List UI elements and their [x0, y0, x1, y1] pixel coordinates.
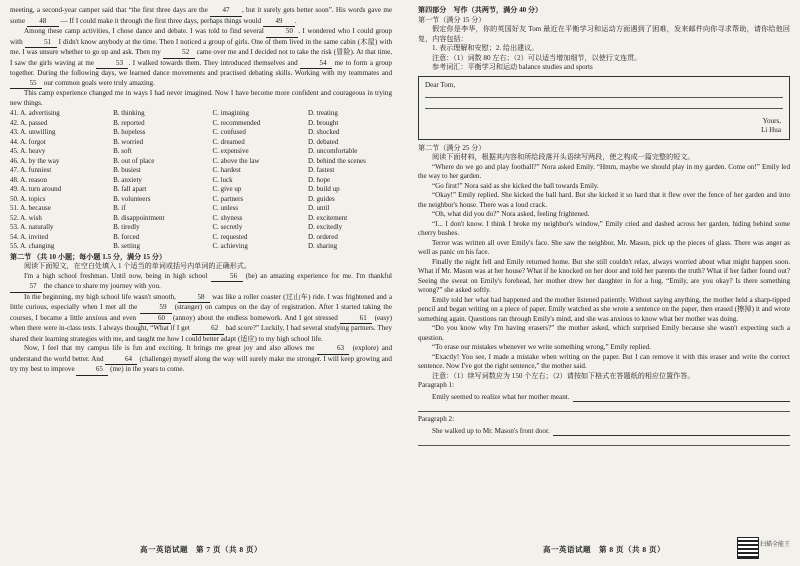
blank-62: 62: [192, 324, 224, 335]
page-footer-left: 高一英语试题 第 7 页（共 8 页）: [140, 544, 262, 554]
option-cell: C. unless: [212, 204, 239, 212]
para1-answer-line: [418, 393, 790, 403]
option-row: [10, 233, 392, 243]
option-row: [10, 242, 392, 252]
option-cell: D. debated: [307, 137, 339, 146]
blank-53: 53: [96, 59, 128, 70]
option-cell: 52. A. wish: [10, 213, 42, 222]
option-cell: C. hardest: [212, 166, 241, 174]
option-row: [10, 214, 392, 224]
option-cell: 51. A. because: [10, 204, 51, 212]
option-cell: D. fastest: [307, 166, 335, 174]
option-cell: C. expensive: [212, 147, 249, 155]
option-cell: B. if: [113, 204, 126, 212]
option-cell: C. achieving: [212, 242, 248, 250]
option-cell: C. dreamed: [212, 137, 245, 146]
option-row: [10, 157, 392, 167]
option-row: [10, 138, 392, 148]
blank-50: 50: [266, 27, 298, 38]
scanner-watermark: 扫描全能王: [760, 541, 791, 548]
letter-box: [418, 76, 790, 140]
story-paragraph: “To erase our mistakes whenever we write something wrong,” Emily replied.: [432, 343, 651, 351]
option-cell: 41. A. advertising: [10, 109, 60, 117]
story-paragraph: Finally the night fell and Emily returned home. But she still couldn't relax, always worried about what might happen soon. What if Mr. Mason was at her house? What if he knocked on her door and told her parents the truth? What if her father found out? Seeing the sweat on Emily's forehead, her mother drew her daughter in for a hug. “Emily, are you okay? Is there something wrong?” she asked softly.: [418, 257, 790, 294]
story-paragraph: “Go first!” Nora said as she kicked the ball towards Emily.: [432, 181, 599, 190]
option-cell: D. treating: [307, 109, 338, 117]
blank-55: 55: [10, 79, 42, 90]
sec1-heading: 第一节（满分 15 分）: [418, 15, 486, 24]
option-cell: C. shyness: [212, 213, 243, 222]
option-cell: B. busiest: [113, 166, 141, 174]
sec1-points: 1. 表示理解和安慰；2. 给出建议。: [432, 44, 539, 52]
blank-47: 47: [210, 6, 242, 17]
option-cell: B. fall apart: [113, 185, 147, 193]
passage-para-1: meeting, a second-year camper said that “the first three days are the 47 , but it surely gets better soon”. His words gave me some 48 — If I could make it through the first three days, perhaps things would 49 .: [10, 6, 392, 27]
blank-57: 57: [10, 282, 42, 293]
option-row: [10, 166, 392, 176]
paragraph-2-block: [418, 415, 790, 446]
para2-answer-line: [418, 427, 790, 437]
option-row: [10, 185, 392, 195]
section2-heading: 第二节 （共 10 小题；每小题 1.5 分，满分 15 分）: [10, 252, 167, 261]
letter-closing: [761, 117, 781, 136]
para1-label: Paragraph 1:: [418, 381, 455, 389]
option-row: [10, 176, 392, 186]
sec1-ref: 参考词汇：平衡学习和运动 balance studies and sports: [432, 63, 593, 71]
option-cell: B. volunteers: [113, 194, 151, 203]
option-cell: 42. A. passed: [10, 118, 48, 127]
qr-code-icon: [737, 537, 759, 559]
option-cell: 46. A. by the way: [10, 156, 60, 165]
sec2-note: 注意：（1）续写词数应为 150 个左右；（2）请按如下格式在答题纸的相应位置作答。: [432, 371, 695, 380]
para1-start: Emily seemed to realize what her mother meant.: [432, 392, 570, 401]
option-row: [10, 195, 392, 205]
blank-60: 60: [139, 314, 171, 325]
option-row: [10, 223, 392, 233]
option-row: [10, 204, 392, 214]
blank-52: 52: [163, 48, 195, 59]
option-cell: 43. A. unwilling: [10, 128, 56, 136]
option-row: [10, 109, 392, 119]
option-cell: C. recommended: [212, 118, 261, 127]
blank-48: 48: [27, 17, 59, 28]
story-paragraph: “Where do we go and play football?” Nora asked Emily. “Hmm, maybe we should play in my garden. Come on!” Emily led the way to her garden.: [418, 162, 790, 180]
option-cell: 50. A. topics: [10, 194, 46, 203]
paragraph-1-block: [418, 381, 790, 412]
option-cell: D. behind the scenes: [307, 156, 366, 165]
option-cell: D. excitedly: [307, 223, 343, 231]
blank-59: 59: [140, 303, 172, 314]
passage-para-2: Among these camp activities, I chose dance and debate. I was told to find several 50 . I wondered who I could group with 51 I didn't know anybody at the time. Then I noticed a group of girls. One of them lived in the same cabin (木屋) with me. I was unsure whether to go up and ask. Then my 52 came over me and I decided not to take the risk (冒险). At that time, I saw the girls waving at me 53 . I walked towards them. They introduced themselves and 54 me to form a group together. During the following days, we learned dance movements and practised debating skills. Working with my teammates and 55 our common goals were truly amazing.: [10, 27, 392, 89]
option-cell: B. anxiety: [113, 175, 142, 184]
letter-line: [425, 97, 783, 98]
option-cell: 49. A. turn around: [10, 185, 62, 193]
option-cell: D. sharing: [307, 242, 338, 250]
option-cell: D. until: [307, 204, 330, 212]
blank-51: 51: [25, 38, 57, 49]
option-cell: C. above the law: [212, 156, 260, 165]
story-paragraph: “Okay!” Emily replied. She kicked the ball hard. But she kicked it so hard that it flew over the fence of her garden and into the neighbor's house. There was a loud crack.: [418, 191, 790, 209]
story-paragraph: “Do you know why I'm having erasers?” the mother asked, which surprised Emily because she wasn't expecting such a question.: [418, 324, 790, 342]
option-cell: C. imagining: [212, 109, 249, 117]
option-cell: D. shocked: [307, 128, 340, 136]
option-cell: C. give up: [212, 185, 242, 193]
grammar-paragraph: Now, I feel that my campus life is fun and exciting. It brings me great joy and also allows me 63 (explore) and understand the world better. And 64 (challenge) myself along the way will surely make me stronger. I will keep growing and try my best to improve 65 (me) in the years to come.: [10, 344, 392, 376]
option-cell: C. confused: [212, 128, 246, 136]
story-paragraph: “Exactly! You see, I made a mistake when writing on the paper. But I can remove it with this eraser and write the correct sentence. Now I've got the right sentence,” the mother said.: [418, 352, 790, 370]
blank-65: 65: [76, 365, 108, 376]
option-cell: D. ordered: [307, 232, 338, 241]
blank-54: 54: [300, 59, 332, 70]
option-cell: D. guides: [307, 194, 335, 203]
sec2-heading: 第二节（满分 25 分）: [418, 143, 486, 152]
writing-line: [418, 402, 790, 412]
section2-instructions: 阅读下面短文，在空白处填入 1 个适当的单词或括号内单词的正确形式。: [24, 262, 251, 270]
option-cell: B. worried: [113, 137, 144, 146]
option-cell: 53. A. naturally: [10, 223, 54, 231]
para2-start: She walked up to Mr. Mason's front door.: [432, 426, 550, 435]
option-cell: D. brought: [307, 118, 339, 127]
writing-line: [418, 436, 790, 446]
option-cell: B. hopeless: [113, 128, 146, 136]
grammar-paragraph: I'm a high school freshman. Until now, being in high school 56 (be) an amazing experience for me. I'm thankful 57 the chance to share my journey with you.: [10, 272, 392, 293]
grammar-passage: [10, 272, 392, 376]
option-cell: D. hope: [307, 175, 331, 184]
option-cell: B. thinking: [113, 109, 145, 117]
story-passage: [418, 163, 790, 372]
option-cell: 45. A. heavy: [10, 147, 46, 155]
option-cell: B. soft: [113, 147, 132, 155]
sec2-task: 阅读下面材料，根据其内容和所给段落开头语续写两段，使之构成一篇完整的短文。: [432, 153, 695, 161]
option-cell: B. out of place: [113, 156, 155, 165]
option-cell: B. setting: [113, 242, 140, 250]
option-cell: B. tiredly: [113, 223, 140, 231]
option-cell: C. secretly: [212, 223, 243, 231]
blank-49: 49: [263, 17, 295, 28]
letter-line: [425, 108, 783, 109]
part4-heading: 第四部分 写作（共两节，满分 40 分）: [418, 6, 543, 14]
option-cell: D. uncomfortable: [307, 147, 358, 155]
sec1-task: 假定你是李华，你的英国好友 Tom 最近在平衡学习和运动方面遇到了困难，发来邮件向你寻求帮助，请你给他回复，内容包括：: [418, 25, 790, 43]
blank-58: 58: [178, 293, 210, 304]
option-row: [10, 119, 392, 129]
blank-63: 63: [317, 344, 349, 355]
option-cell: 47. A. funniest: [10, 166, 52, 174]
option-row: [10, 128, 392, 138]
page-8: [418, 6, 790, 554]
blank-64: 64: [105, 355, 137, 366]
option-cell: B. forced: [113, 232, 140, 241]
option-row: [10, 147, 392, 157]
story-paragraph: “I... I don't know. I think I broke my neighbor's window,” Emily cried and dashed across her garden, hiding behind some cherry bushes.: [418, 219, 790, 237]
sec1-note: 注意：（1）词数 80 左右；（2）可以适当增加细节，以使行文连贯。: [432, 53, 642, 62]
option-cell: D. build up: [307, 185, 340, 193]
blank-56: 56: [211, 272, 243, 283]
option-cell: B. reported: [113, 118, 145, 127]
option-cell: C. luck: [212, 175, 233, 184]
grammar-paragraph: In the beginning, my high school life wasn't smooth, 58 was like a roller coaster (过山车) ride. I was frightened and a little curious, especially when I met all the 59 (stranger) on campus on the day of registration. After I started taking the courses, I became a little anxious and even 60 (annoy) about the endless homework. And I got stressed 61 (easy) when there were in-class tests. I always thought, “What if I get 62 bad score?” Luckily, I had several studying partners. They shared their learning strategies with me, and taught me how I could better adapt (适应) to my high school life.: [10, 292, 392, 343]
story-paragraph: Terror was written all over Emily's face. She saw the neighbor, Mr. Mason, pick up the pieces of glass. There was anger as well as panic on his face.: [418, 238, 790, 256]
letter-signature: Li Hua: [761, 126, 781, 134]
blank-61: 61: [340, 314, 372, 325]
page-footer-right: 高一英语试题 第 8 页（共 8 页）: [543, 544, 665, 554]
letter-yours: Yours,: [762, 116, 781, 125]
option-cell: 55. A. changing: [10, 242, 55, 250]
option-cell: C. partners: [212, 194, 244, 203]
story-paragraph: Emily told her what had happened and the mother listened patiently. Without saying anything, the mother held a sharp-tipped pencil and began writing on a piece of paper. Emily watched as she wrote a sentence on the paper, then erased (擦掉) it and wrote something again. Questions ran through Emily's mind, and she was anxious to know what her mother was doing.: [418, 295, 790, 323]
passage-para-3: This camp experience changed me in ways I had never imagined. Now I have become more confident and courageous in trying new things.: [10, 89, 392, 107]
option-cell: B. disappointment: [113, 213, 165, 222]
para2-label: Paragraph 2:: [418, 415, 455, 423]
option-cell: 48. A. reason: [10, 175, 47, 184]
story-paragraph: “Oh, what did you do?” Nora asked, feeling frightened.: [432, 210, 590, 218]
option-cell: D. excitement: [307, 213, 348, 222]
option-cell: 44. A. forgot: [10, 137, 46, 146]
option-cell: C. requested: [212, 232, 248, 241]
options-table: [10, 109, 392, 252]
page-7: [10, 6, 392, 554]
letter-salutation: Dear Tom,: [425, 80, 456, 89]
option-cell: 54. A. invited: [10, 232, 49, 241]
